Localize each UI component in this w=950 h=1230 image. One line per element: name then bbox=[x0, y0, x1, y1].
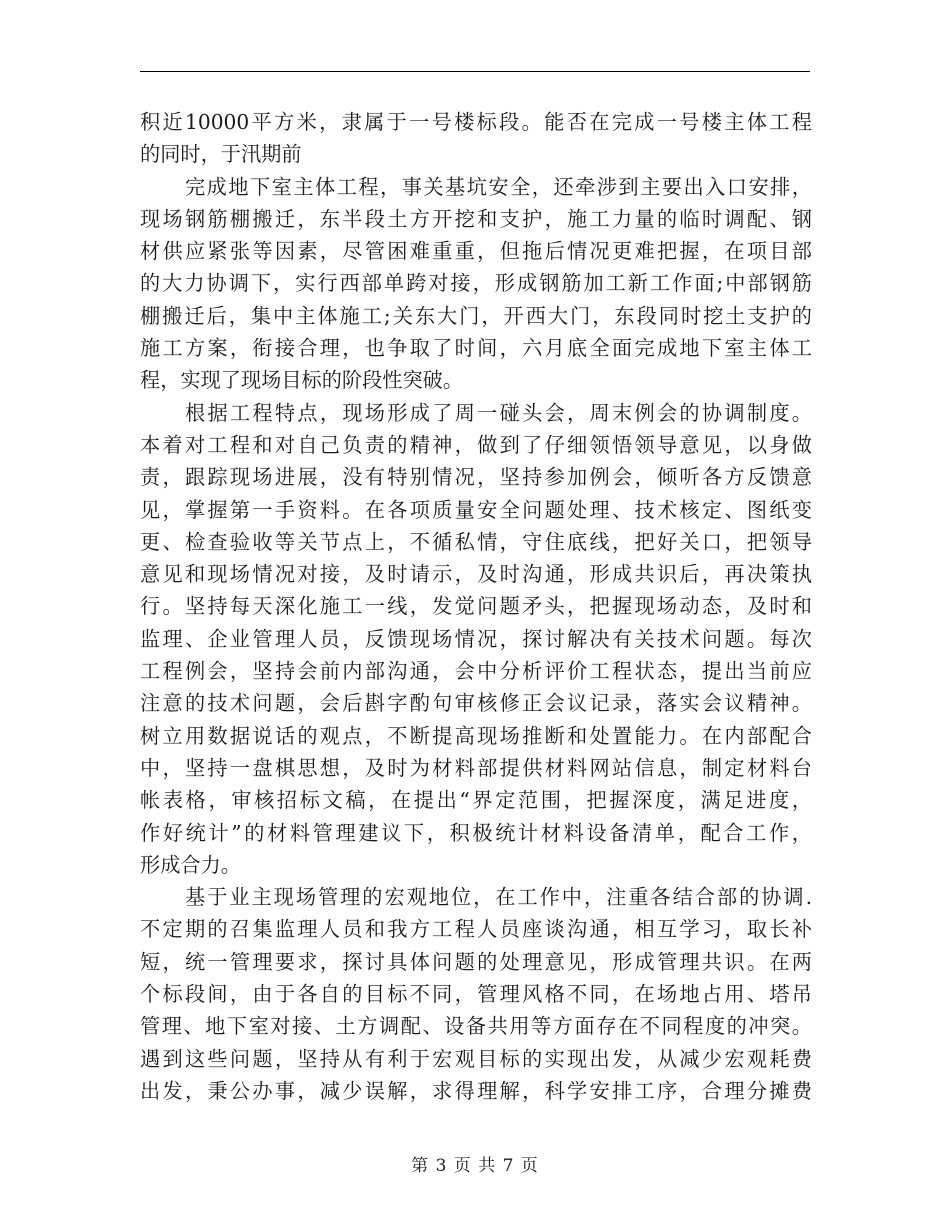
text-line: 见，掌握第一手资料。在各项质量安全问题处理、技术核定、图纸变 bbox=[140, 497, 812, 522]
text-line: 更、检查验收等关节点上，不循私情，守住底线，把好关口，把领导 bbox=[140, 529, 812, 554]
paragraph-start-line: 完成地下室主体工程，事关基坑安全，还牵涉到主要出入口安排， bbox=[185, 174, 812, 199]
text-line: 积近10000平方米，隶属于一号楼标段。能否在完成一号楼主体工程 bbox=[140, 110, 812, 134]
text-line: 遇到这些问题，坚持从有利于宏观目标的实现出发，从减少宏观耗费 bbox=[140, 1046, 812, 1071]
text-line: 出发，秉公办事，减少误解，求得理解，科学安排工序，合理分摊费 bbox=[140, 1078, 812, 1103]
text-line: 的同时，于汛期前 bbox=[140, 142, 302, 167]
text-line: 施工方案，衔接合理，也争取了时间，六月底全面完成地下室主体工 bbox=[140, 336, 812, 361]
text-line: 现场钢筋棚搬迁，东半段土方开挖和支护，施工力量的临时调配、钢 bbox=[140, 206, 812, 231]
text-line: 本着对工程和对自己负责的精神，做到了仔细领悟领导意见，以身做 bbox=[140, 432, 812, 457]
text-line: 行。坚持每天深化施工一线，发觉问题矛头，把握现场动态，及时和 bbox=[140, 594, 812, 619]
header-rule bbox=[140, 71, 810, 72]
text-line: 程，实现了现场目标的阶段性突破。 bbox=[140, 368, 464, 393]
text-line: 监理、企业管理人员，反馈现场情况，探讨解决有关技术问题。每次 bbox=[140, 626, 812, 651]
paragraph-start-line: 根据工程特点，现场形成了周一碰头会，周末例会的协调制度。 bbox=[185, 400, 812, 425]
text-line: 作好统计”的材料管理建议下，积极统计材料设备清单，配合工作， bbox=[140, 820, 812, 845]
text-line: 形成合力。 bbox=[140, 852, 241, 877]
text-line: 工程例会，坚持会前内部沟通，会中分析评价工程状态，提出当前应 bbox=[140, 659, 812, 684]
page-number: 第 3 页 共 7 页 bbox=[411, 1156, 539, 1176]
text-line: 中，坚持一盘棋思想，及时为材料部提供材料网站信息，制定材料台 bbox=[140, 755, 812, 780]
text-line: 注意的技术问题，会后斟字酌句审核修正会议记录，落实会议精神。 bbox=[140, 691, 812, 716]
text-line: 的大力协调下，实行西部单跨对接，形成钢筋加工新工作面;中部钢筋 bbox=[140, 271, 812, 296]
text-line: 个标段间，由于各自的目标不同，管理风格不同，在场地占用、塔吊 bbox=[140, 982, 812, 1007]
text-line: 责，跟踪现场进展，没有特别情况，坚持参加例会，倾听各方反馈意 bbox=[140, 465, 812, 490]
text-line: 短，统一管理要求，探讨具体问题的处理意见，形成管理共识。在两 bbox=[140, 949, 812, 974]
text-line: 材供应紧张等因素，尽管困难重重，但拖后情况更难把握，在项目部 bbox=[140, 239, 812, 264]
text-line: 意见和现场情况对接，及时请示，及时沟通，形成共识后，再决策执 bbox=[140, 562, 812, 587]
text-line: 帐表格，审核招标文稿，在提出“界定范围，把握深度，满足进度， bbox=[140, 788, 812, 813]
paragraph-start-line: 基于业主现场管理的宏观地位，在工作中，注重各结合部的协调. bbox=[185, 885, 812, 910]
text-line: 棚搬迁后，集中主体施工;关东大门，开西大门，东段同时挖土支护的 bbox=[140, 303, 812, 328]
text-line: 树立用数据说话的观点，不断提高现场推断和处置能力。在内部配合 bbox=[140, 723, 812, 748]
text-line: 不定期的召集监理人员和我方工程人员座谈沟通，相互学习，取长补 bbox=[140, 917, 812, 942]
text-line: 管理、地下室对接、土方调配、设备共用等方面存在不同程度的冲突。 bbox=[140, 1014, 812, 1039]
document-body bbox=[140, 106, 812, 1107]
